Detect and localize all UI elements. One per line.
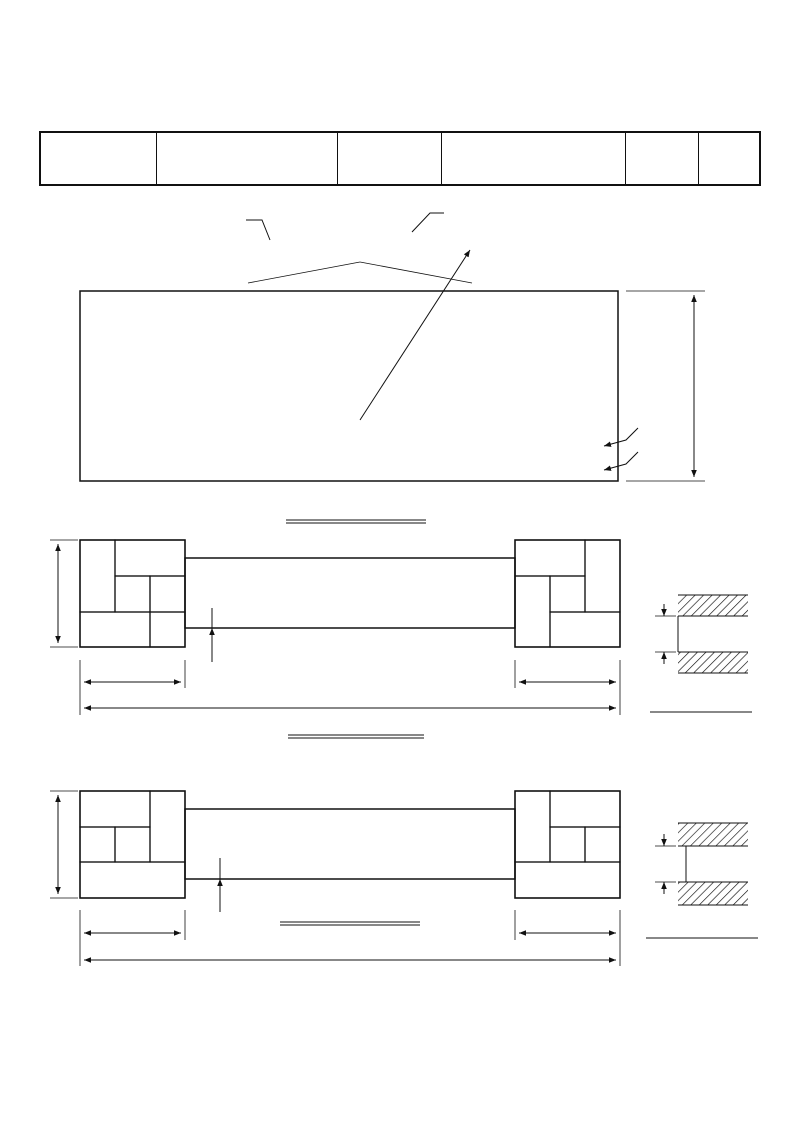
arch-construction-line <box>248 262 360 283</box>
radius-line <box>360 250 470 420</box>
brick <box>150 791 185 862</box>
detail-top-joint <box>646 823 758 938</box>
wall-outline <box>80 291 618 481</box>
brick <box>515 540 585 576</box>
right-pier <box>515 540 620 647</box>
middle-wall <box>185 809 515 879</box>
hatch-block <box>678 595 748 616</box>
detail-line <box>678 846 686 882</box>
brick <box>115 827 150 862</box>
brick <box>80 612 150 647</box>
brick <box>585 540 620 612</box>
arch-label-leader <box>246 220 270 240</box>
brick <box>550 612 620 647</box>
course-b-leader <box>604 428 638 446</box>
brick <box>515 862 620 898</box>
left-pier <box>80 540 185 647</box>
front-elevation <box>80 213 705 523</box>
brick <box>585 827 620 862</box>
brick <box>80 862 185 898</box>
brick <box>115 540 185 576</box>
right-pier <box>515 791 620 898</box>
brick <box>80 540 115 612</box>
brick <box>550 576 585 612</box>
footer <box>0 1078 800 1099</box>
brick <box>515 576 550 647</box>
hatch-block <box>678 882 748 905</box>
brick <box>150 612 185 647</box>
brick <box>80 827 115 862</box>
arch-note-leader <box>412 213 444 232</box>
course-a-leader <box>604 452 638 470</box>
detail-back-joint <box>650 595 752 712</box>
plan-a <box>50 791 620 966</box>
hatch-block <box>678 652 748 673</box>
plan-b <box>50 540 620 738</box>
brick <box>80 791 150 827</box>
brick <box>115 576 150 612</box>
hatch-block <box>678 823 748 846</box>
middle-wall <box>185 558 515 628</box>
brick <box>515 791 550 862</box>
brick <box>550 827 585 862</box>
left-pier <box>80 791 185 898</box>
brick <box>150 576 185 612</box>
brick <box>550 791 620 827</box>
